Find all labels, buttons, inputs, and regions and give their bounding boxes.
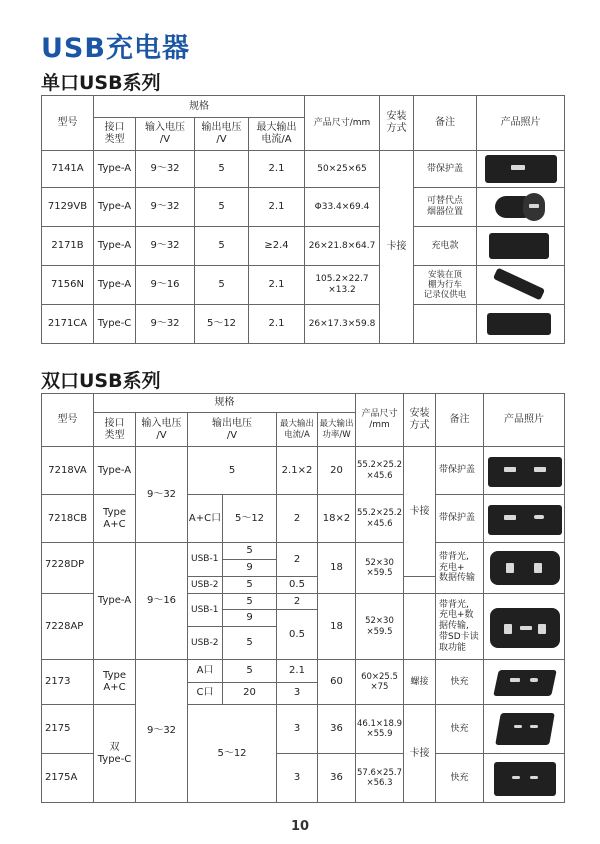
- note: 安装在顶 棚为行车 记录仪供电: [414, 266, 477, 305]
- note: 快充: [436, 660, 484, 705]
- table-row: [42, 151, 565, 188]
- product-photo: [477, 151, 565, 188]
- port-usb2: USB-2: [188, 577, 223, 594]
- max-current: 2.1: [249, 305, 305, 344]
- header-pmax: 最大输出 功率/W: [318, 413, 356, 447]
- output-voltage: 5: [195, 188, 249, 227]
- input-voltage: 9～32: [136, 151, 195, 188]
- table-row: [42, 305, 565, 344]
- output-voltage: 5: [223, 543, 277, 560]
- model: 7129VB: [42, 188, 94, 227]
- model: 7218VA: [42, 447, 94, 495]
- size: 60×25.5 ×75: [356, 660, 404, 705]
- model: 7156N: [42, 266, 94, 305]
- size: 50×25×65: [305, 151, 380, 188]
- port-a: A口: [188, 660, 223, 683]
- single-usb-table: [41, 95, 565, 344]
- dual-usb-table: [41, 393, 565, 803]
- install-method: 卡接: [404, 447, 436, 577]
- header-photo: 产品照片: [477, 96, 565, 151]
- port-c: C口: [188, 682, 223, 705]
- size: Φ33.4×69.4: [305, 188, 380, 227]
- header-vout: 输出电压 /V: [195, 118, 249, 151]
- model: 2175: [42, 705, 94, 754]
- max-power: 18×2: [318, 495, 356, 543]
- install-method: 卡接: [380, 151, 414, 344]
- header-note: 备注: [414, 96, 477, 151]
- product-photo: [477, 227, 565, 266]
- header-spec: 规格: [94, 394, 356, 413]
- max-current: ≥2.4: [249, 227, 305, 266]
- product-photo: [484, 594, 565, 660]
- port-usb1: USB-1: [188, 594, 223, 627]
- interface: Type-A: [94, 227, 136, 266]
- size: 55.2×25.2 ×45.6: [356, 495, 404, 543]
- header-vin: 输入电压 /V: [136, 413, 188, 447]
- page-title: USB充电器: [41, 33, 190, 64]
- output-voltage: 5: [188, 447, 277, 495]
- header-vin: 输入电压 /V: [136, 118, 195, 151]
- product-photo: [484, 754, 565, 803]
- size: 57.6×25.7 ×56.3: [356, 754, 404, 803]
- note: 快充: [436, 705, 484, 754]
- output-voltage: 5～12: [223, 495, 277, 543]
- max-current: 2: [277, 594, 318, 610]
- output-voltage: 5: [223, 660, 277, 683]
- table-row: [42, 188, 565, 227]
- interface: Type-A: [94, 188, 136, 227]
- model: 2171CA: [42, 305, 94, 344]
- size: 26×17.3×59.8: [305, 305, 380, 344]
- single-section-title: 单口USB系列: [41, 72, 161, 94]
- product-photo: [477, 305, 565, 344]
- header-note: 备注: [436, 394, 484, 447]
- header-model: 型号: [42, 96, 94, 151]
- max-current: 0.5: [277, 610, 318, 660]
- output-voltage: 9: [223, 610, 277, 627]
- note: 带保护盖: [414, 151, 477, 188]
- max-power: 36: [318, 754, 356, 803]
- max-current: 2.1: [249, 266, 305, 305]
- product-photo: [484, 660, 565, 705]
- size: 46.1×18.9 ×55.9: [356, 705, 404, 754]
- max-power: 60: [318, 660, 356, 705]
- note: 带背光, 充电+ 数据传输: [436, 543, 484, 594]
- note: 带背光, 充电+数 据传输, 带SD卡读 取功能: [436, 594, 484, 660]
- input-voltage: 9～32: [136, 188, 195, 227]
- max-power: 36: [318, 705, 356, 754]
- interface: 双 Type-C: [94, 705, 136, 803]
- input-voltage: 9～32: [136, 227, 195, 266]
- model: 2173: [42, 660, 94, 705]
- max-power: 20: [318, 447, 356, 495]
- product-photo: [484, 543, 565, 594]
- model: 7228DP: [42, 543, 94, 594]
- table-row: [42, 705, 565, 754]
- input-voltage: 9～16: [136, 266, 195, 305]
- product-photo: [484, 447, 565, 495]
- max-current: 3: [277, 682, 318, 705]
- max-current: 2.1: [277, 660, 318, 683]
- header-size: 产品尺寸 /mm: [356, 394, 404, 447]
- model: 2175A: [42, 754, 94, 803]
- header-model: 型号: [42, 394, 94, 447]
- size: 52×30 ×59.5: [356, 594, 404, 660]
- header-interface: 接口 类型: [94, 118, 136, 151]
- model: 7141A: [42, 151, 94, 188]
- output-voltage: 9: [223, 560, 277, 577]
- product-photo: [484, 705, 565, 754]
- page-number: 10: [290, 819, 310, 834]
- output-voltage: 5: [195, 151, 249, 188]
- size: 105.2×22.7 ×13.2: [305, 266, 380, 305]
- output-voltage: 5～12: [195, 305, 249, 344]
- output-port: A+C口: [188, 495, 223, 543]
- interface: Type A+C: [94, 495, 136, 543]
- interface: Type-A: [94, 447, 136, 495]
- install-method: 卡接: [404, 705, 436, 803]
- interface: Type-C: [94, 305, 136, 344]
- output-voltage: 5: [223, 577, 277, 594]
- note: 充电款: [414, 227, 477, 266]
- header-size: 产品尺寸/mm: [305, 96, 380, 151]
- note: 带保护盖: [436, 447, 484, 495]
- dual-section-title: 双口USB系列: [41, 370, 161, 392]
- header-install: 安装 方式: [380, 96, 414, 151]
- output-voltage: 5: [223, 594, 277, 610]
- max-current: 2: [277, 543, 318, 577]
- model: 7228AP: [42, 594, 94, 660]
- output-voltage: 5: [195, 227, 249, 266]
- max-current: 2.1×2: [277, 447, 318, 495]
- size: 26×21.8×64.7: [305, 227, 380, 266]
- max-current: 2: [277, 495, 318, 543]
- max-power: 18: [318, 594, 356, 660]
- max-current: 3: [277, 754, 318, 803]
- size: 52×30 ×59.5: [356, 543, 404, 594]
- install-method: 螺接: [404, 660, 436, 705]
- output-voltage: 5: [223, 627, 277, 660]
- input-voltage: 9～16: [136, 543, 188, 660]
- note: [414, 305, 477, 344]
- output-voltage: 5: [195, 266, 249, 305]
- note: 快充: [436, 754, 484, 803]
- table-row: [42, 227, 565, 266]
- note: 带保护盖: [436, 495, 484, 543]
- table-row: [42, 495, 565, 543]
- input-voltage: 9～32: [136, 660, 188, 803]
- max-current: 0.5: [277, 577, 318, 594]
- header-imax: 最大输出 电流/A: [277, 413, 318, 447]
- port-usb2: USB-2: [188, 627, 223, 660]
- table-row: [42, 543, 565, 560]
- max-current: 2.1: [249, 188, 305, 227]
- install-method: [404, 594, 436, 660]
- table-row: [42, 266, 565, 305]
- model: 7218CB: [42, 495, 94, 543]
- table-row: [42, 447, 565, 495]
- header-spec: 规格: [94, 96, 305, 118]
- note: 可替代点 烟器位置: [414, 188, 477, 227]
- port-usb1: USB-1: [188, 543, 223, 577]
- interface: Type-A: [94, 543, 136, 660]
- output-voltage: 5～12: [188, 705, 277, 803]
- size: 55.2×25.2 ×45.6: [356, 447, 404, 495]
- header-interface: 接口 类型: [94, 413, 136, 447]
- max-current: 3: [277, 705, 318, 754]
- product-photo: [477, 266, 565, 305]
- output-voltage: 20: [223, 682, 277, 705]
- header-vout: 输出电压 /V: [188, 413, 277, 447]
- model: 2171B: [42, 227, 94, 266]
- input-voltage: 9～32: [136, 305, 195, 344]
- header-install: 安装 方式: [404, 394, 436, 447]
- header-photo: 产品照片: [484, 394, 565, 447]
- product-photo: [477, 188, 565, 227]
- input-voltage: 9～32: [136, 447, 188, 543]
- interface: Type-A: [94, 151, 136, 188]
- product-photo: [484, 495, 565, 543]
- max-power: 18: [318, 543, 356, 594]
- max-current: 2.1: [249, 151, 305, 188]
- table-row: [42, 660, 565, 683]
- header-imax: 最大输出 电流/A: [249, 118, 305, 151]
- interface: Type A+C: [94, 660, 136, 705]
- interface: Type-A: [94, 266, 136, 305]
